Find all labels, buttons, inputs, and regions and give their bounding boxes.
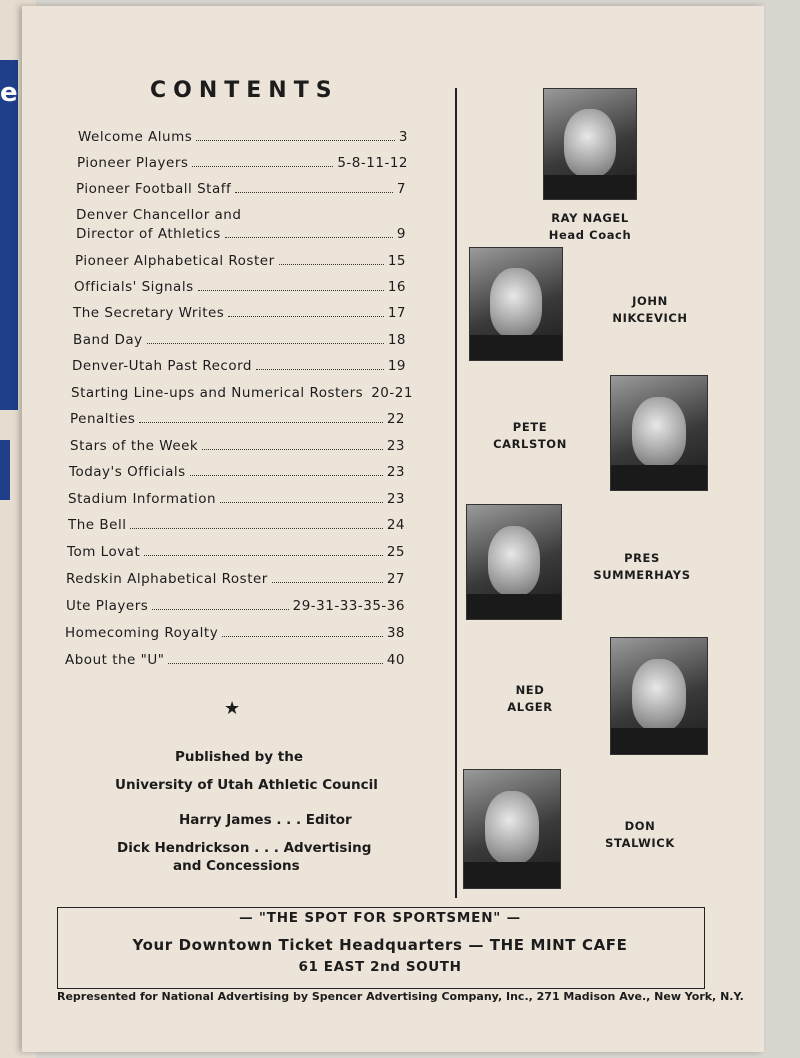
toc-entry-title: The Bell	[68, 517, 127, 533]
toc-entry	[72, 358, 406, 374]
toc-entry-title: Denver Chancellor and	[76, 207, 242, 223]
staff-name-5b: ALGER	[507, 700, 553, 714]
toc-entry	[77, 155, 408, 171]
staff-title-1: Head Coach	[548, 228, 632, 242]
toc-entry-title: Stadium Information	[68, 491, 217, 507]
toc-leader-dots	[228, 308, 383, 317]
staff-photo-ray-nagel	[543, 88, 637, 200]
toc-entry	[76, 226, 406, 242]
toc-entry-page: 5-8-11-12	[337, 155, 408, 171]
toc-leader-dots	[152, 601, 288, 610]
publisher-line-4: Dick Hendrickson . . . Advertising	[117, 840, 372, 856]
publisher-line-3: Harry James . . . Editor	[179, 812, 352, 828]
toc-leader-dots	[192, 158, 333, 167]
toc-entry-page: 16	[387, 279, 406, 295]
toc-entry	[71, 385, 413, 401]
staff-name-3b: CARLSTON	[493, 437, 567, 451]
column-divider	[455, 88, 457, 898]
staff-photo-john-nikcevich	[469, 247, 563, 361]
toc-entry-title: Ute Players	[66, 598, 149, 614]
staff-photo-don-stalwick	[463, 769, 561, 889]
staff-name-5a: NED	[515, 683, 545, 697]
toc-entry-title: The Secretary Writes	[73, 305, 225, 321]
toc-entry-title: Welcome Alums	[78, 129, 193, 145]
toc-leader-dots	[222, 628, 383, 637]
ad-line-1: — "THE SPOT FOR SPORTSMEN" —	[239, 910, 521, 926]
toc-leader-dots	[196, 132, 395, 141]
toc-leader-dots	[168, 655, 382, 664]
toc-entry-page: 40	[386, 652, 405, 668]
publisher-line-2: University of Utah Athletic Council	[115, 777, 378, 793]
toc-entry	[65, 625, 405, 641]
staff-name-6a: DON	[624, 819, 656, 833]
staff-caption-6	[590, 818, 690, 852]
toc-entry-title: About the "U"	[65, 652, 165, 668]
toc-entry-title: Pioneer Players	[77, 155, 189, 171]
toc-entry-page: 23	[386, 438, 405, 454]
toc-entry	[76, 181, 406, 197]
toc-entry-title: Pioneer Football Staff	[76, 181, 232, 197]
star-ornament: ★	[224, 698, 241, 719]
ad-line-2: Your Downtown Ticket Headquarters — THE MINT CAFE	[132, 936, 628, 954]
toc-entry	[70, 411, 405, 427]
toc-entry-title: Stars of the Week	[70, 438, 199, 454]
toc-leader-dots	[256, 361, 384, 370]
toc-entry	[67, 544, 405, 560]
toc-entry	[75, 253, 406, 269]
toc-leader-dots	[190, 467, 383, 476]
publisher-line-5: and Concessions	[173, 858, 300, 874]
toc-entry-title: Pioneer Alphabetical Roster	[75, 253, 275, 269]
toc-entry	[78, 129, 408, 145]
toc-entry-title: Today's Officials	[69, 464, 186, 480]
toc-entry	[65, 652, 405, 668]
toc-entry-page: 38	[386, 625, 405, 641]
toc-entry-page: 9	[396, 226, 406, 242]
toc-entry-page: 25	[386, 544, 405, 560]
staff-name-4a: PRES	[624, 551, 660, 565]
toc-entry	[69, 464, 405, 480]
toc-entry	[74, 279, 406, 295]
toc-entry-title: Officials' Signals	[74, 279, 194, 295]
toc-entry	[73, 305, 406, 321]
toc-entry-page: 19	[387, 358, 406, 374]
toc-entry	[68, 491, 405, 507]
toc-leader-dots	[220, 494, 383, 503]
toc-entry-page: 23	[386, 464, 405, 480]
toc-entry	[70, 438, 405, 454]
toc-leader-dots	[225, 229, 393, 238]
toc-entry-page: 29-31-33-35-36	[292, 598, 405, 614]
publisher-line-1: Published by the	[175, 749, 303, 765]
toc-entry	[73, 332, 406, 348]
toc-entry-page: 15	[387, 253, 406, 269]
toc-leader-dots	[139, 414, 382, 423]
toc-entry-title: Homecoming Royalty	[65, 625, 219, 641]
cover-edge-letter: e	[0, 78, 18, 108]
toc-entry	[66, 598, 405, 614]
staff-caption-4	[592, 550, 692, 584]
toc-entry-page: 24	[386, 517, 405, 533]
toc-entry-title: Tom Lovat	[67, 544, 141, 560]
toc-leader-dots	[144, 547, 383, 556]
toc-entry-page: 22	[386, 411, 405, 427]
toc-entry-title: Band Day	[73, 332, 143, 348]
staff-photo-pete-carlston	[610, 375, 708, 491]
toc-entry-page: 3	[398, 129, 408, 145]
toc-leader-dots	[202, 441, 383, 450]
toc-entry	[68, 517, 405, 533]
toc-entry-page: 17	[387, 305, 406, 321]
toc-entry-page: 23	[386, 491, 405, 507]
toc-entry-page: 7	[396, 181, 406, 197]
toc-entry-title: Director of Athletics	[76, 226, 221, 242]
toc-leader-dots	[130, 520, 382, 529]
staff-caption-2	[600, 293, 700, 327]
toc-entry	[66, 571, 405, 587]
ad-line-3: 61 EAST 2nd SOUTH	[298, 959, 462, 975]
staff-name-2a: JOHN	[632, 294, 668, 308]
toc-leader-dots	[198, 282, 384, 291]
page-title: CONTENTS	[150, 78, 339, 103]
staff-name-6b: STALWICK	[605, 836, 675, 850]
staff-name-1: RAY NAGEL	[551, 211, 629, 225]
toc-entry	[76, 207, 406, 223]
toc-entry-title: Penalties	[70, 411, 136, 427]
staff-caption-5	[480, 682, 580, 716]
toc-leader-dots	[235, 184, 393, 193]
staff-caption-1	[540, 210, 640, 244]
national-advertising-footer: Represented for National Advertising by Spencer Advertising Company, Inc., 271 Madison Ave., New York, N.Y.	[57, 990, 744, 1003]
cover-blue-mark	[0, 440, 10, 500]
staff-photo-pres-summerhays	[466, 504, 562, 620]
toc-entry-title: Denver-Utah Past Record	[72, 358, 252, 374]
staff-name-4b: SUMMERHAYS	[593, 568, 691, 582]
toc-entry-page: 18	[387, 332, 406, 348]
cover-blue-band	[0, 60, 18, 410]
toc-entry-page: 27	[386, 571, 405, 587]
toc-entry-title: Starting Line-ups and Numerical Rosters	[71, 385, 364, 401]
staff-name-2b: NIKCEVICH	[612, 311, 688, 325]
toc-leader-dots	[279, 256, 384, 265]
staff-name-3a: PETE	[512, 420, 548, 434]
toc-leader-dots	[147, 335, 384, 344]
toc-leader-dots	[272, 574, 383, 583]
toc-entry-page: 20-21	[371, 385, 413, 401]
staff-photo-ned-alger	[610, 637, 708, 755]
staff-caption-3	[480, 419, 580, 453]
toc-entry-title: Redskin Alphabetical Roster	[66, 571, 268, 587]
